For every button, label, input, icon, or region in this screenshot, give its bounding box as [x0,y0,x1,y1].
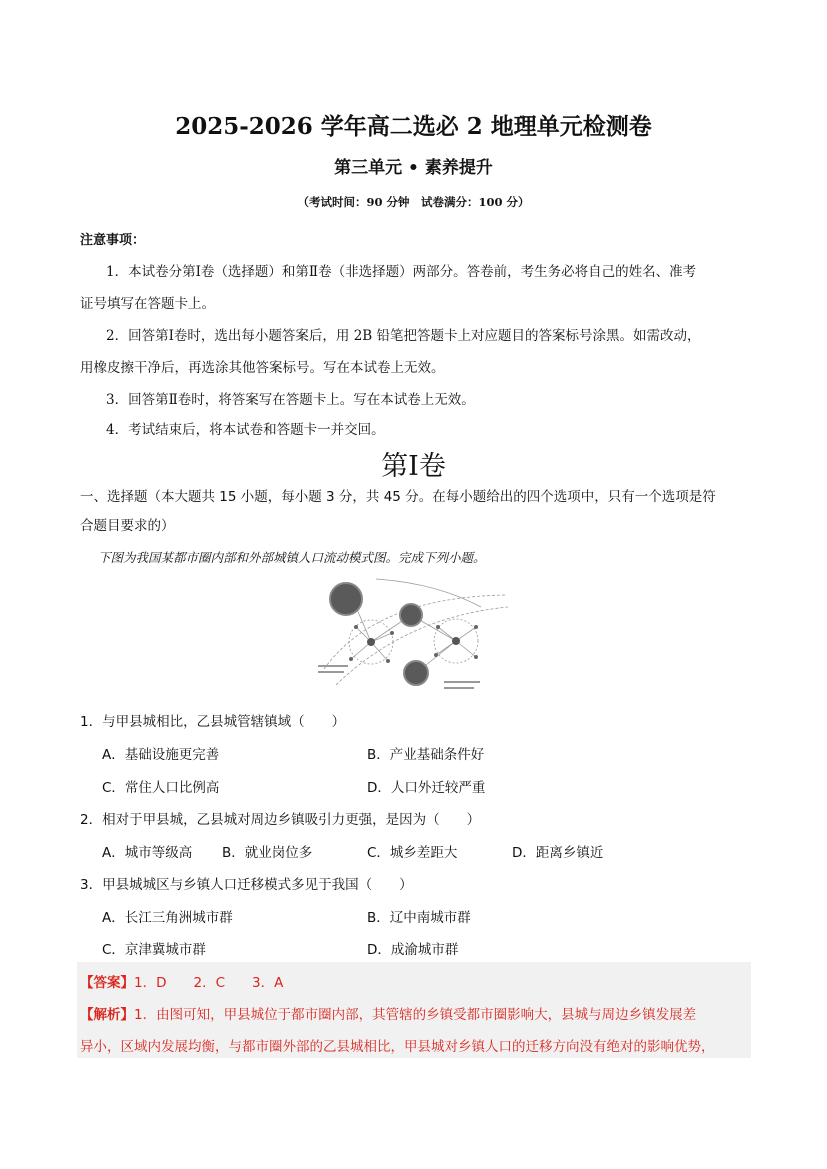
question-3-stem: 3．甲县城城区与乡镇人口迁移模式多见于我国（ ） [80,877,413,893]
question-2-option-a[interactable]: A．城市等级高 [102,845,193,861]
notice-item-2: 2．回答第Ⅰ卷时，选出每小题答案后，用 2B 铅笔把答题卡上对应题目的答案标号涂黑。如需改动， [106,328,701,344]
answer-label: 【答案】 [80,975,134,991]
section-title: 第Ⅰ卷 [381,451,446,482]
question-1-option-a[interactable]: A．基础设施更完善 [102,747,220,763]
question-2-option-b[interactable]: B．就业岗位多 [222,845,313,861]
question-intro: 下图为我国某都市圈内部和外部城镇人口流动模式图。完成下列小题。 [98,550,486,565]
answer-text: 1．D 2．C 3．A [134,975,284,991]
question-1-stem: 1．与甲县城相比，乙县城管辖镇域（ ） [80,714,346,730]
notice-item-3: 3．回答第Ⅱ卷时，将答案写在答题卡上。写在本试卷上无效。 [106,392,475,408]
notice-item-2-cont: 用橡皮擦干净后，再选涂其他答案标号。写在本试卷上无效。 [80,360,445,376]
analysis-line-2: 异小，区域内发展均衡，与都市圈外部的乙县城相比，甲县城对乡镇人口的迁移方向没有绝对的影响优势， [80,1039,715,1055]
question-1-option-c[interactable]: C．常住人口比例高 [102,780,220,796]
question-3-option-a[interactable]: A．长江三角洲城市群 [102,910,233,926]
answer-line [80,971,283,991]
question-1-option-b[interactable]: B．产业基础条件好 [367,747,485,763]
population-flow-diagram [316,577,512,695]
notice-item-1-cont: 证号填写在答题卡上。 [80,296,215,312]
notice-heading: 注意事项： [80,233,146,248]
notice-item-1: 1．本试卷分第Ⅰ卷（选择题）和第Ⅱ卷（非选择题）两部分。答卷前，考生务必将自己的姓名、准考 [106,264,697,280]
question-3-option-c[interactable]: C．京津冀城市群 [102,942,206,958]
question-1-option-d[interactable]: D．人口外迁较严重 [367,780,486,796]
notice-item-4: 4．考试结束后，将本试卷和答题卡一并交回。 [106,422,385,438]
analysis-line-1 [80,1003,696,1023]
section-heading: 一、选择题（本大题共 15 小题，每小题 3 分，共 45 分。在每小题给出的四个选项中，只有一个选项是符 [80,489,716,505]
question-3-option-d[interactable]: D．成渝城市群 [367,942,459,958]
question-3-option-b[interactable]: B．辽中南城市群 [367,910,471,926]
section-heading-cont: 合题目要求的） [80,518,175,534]
question-2-option-c[interactable]: C．城乡差距大 [367,845,458,861]
analysis-label: 【解析】 [80,1007,134,1023]
document-subtitle: 第三单元 • 素养提升 [334,158,493,178]
document-title: 2025-2026 学年高二选必 2 地理单元检测卷 [175,113,652,140]
exam-info: （考试时间：90 分钟 试卷满分：100 分） [297,195,530,209]
analysis-text-1: 1．由图可知，甲县城位于都市圈内部，其管辖的乡镇受都市圈影响大，县城与周边乡镇发展差 [134,1007,697,1023]
question-2-stem: 2．相对于甲县城，乙县城对周边乡镇吸引力更强，是因为（ ） [80,812,481,828]
question-2-option-d[interactable]: D．距离乡镇近 [512,845,604,861]
